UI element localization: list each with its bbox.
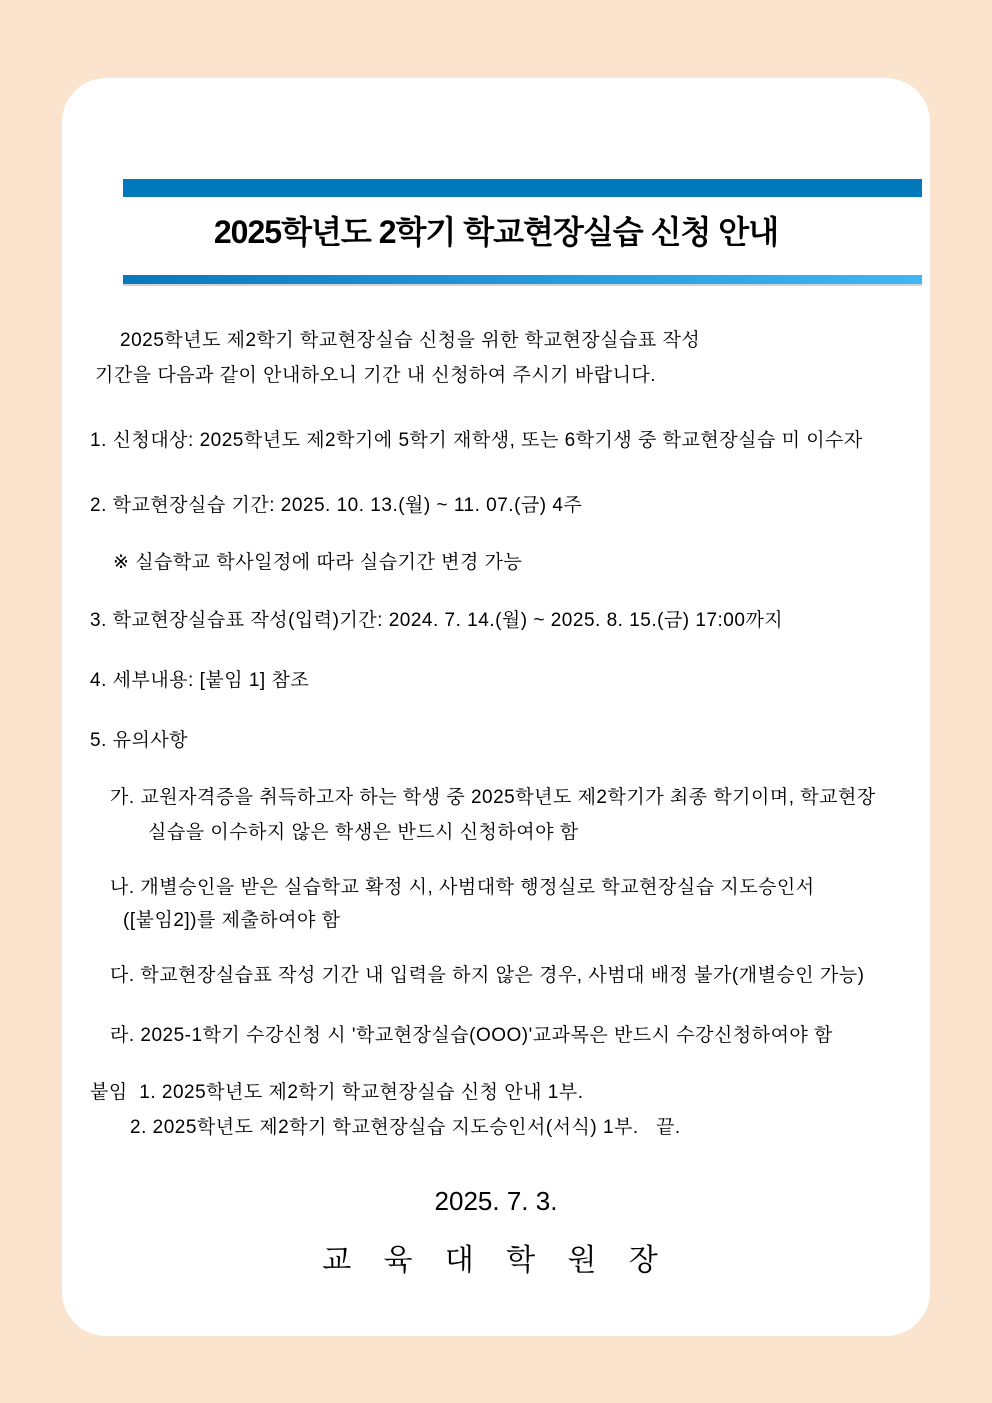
intro-line-1: 2025학년도 제2학기 학교현장실습 신청을 위한 학교현장실습표 작성 [120, 330, 701, 351]
list-item-1: 1. 신청대상: 2025학년도 제2학기에 5학기 재학생, 또는 6학기생 중 학교현장실습 미 이수자 [90, 430, 863, 451]
caution-da-line-1: 다. 학교현장실습표 작성 기간 내 입력을 하지 않은 경우, 사범대 배정 불가(개별승인 가능) [110, 965, 865, 986]
list-item-2: 2. 학교현장실습 기간: 2025. 10. 13.(월) ~ 11. 07.(금) 4주 [90, 495, 583, 516]
list-item-5: 5. 유의사항 [90, 730, 189, 751]
document-title: 2025학년도 2학기 학교현장실습 신청 안내 [213, 214, 779, 250]
list-item-2-note: ※ 실습학교 학사일정에 따라 실습기간 변경 가능 [113, 552, 523, 573]
header-rule-bottom [123, 275, 922, 284]
document-date: 2025. 7. 3. [434, 1186, 558, 1216]
caution-na-line-1: 나. 개별승인을 받은 실습학교 확정 시, 사범대학 행정실로 학교현장실습 지도승인서 [110, 877, 815, 898]
list-item-3: 3. 학교현장실습표 작성(입력)기간: 2024. 7. 14.(월) ~ 2025. 8. 15.(금) 17:00까지 [90, 610, 784, 631]
attachment-line-2: 2. 2025학년도 제2학기 학교현장실습 지도승인서(서식) 1부. 끝. [130, 1117, 681, 1138]
intro-line-2: 기간을 다음과 같이 안내하오니 기간 내 신청하여 주시기 바랍니다. [95, 365, 657, 386]
caution-ga-line-1: 가. 교원자격증을 취득하고자 하는 학생 중 2025학년도 제2학기가 최종 학기이며, 학교현장 [110, 787, 876, 808]
attachment-line-1: 붙임 1. 2025학년도 제2학기 학교현장실습 신청 안내 1부. [90, 1082, 584, 1103]
caution-ra-line-1: 라. 2025-1학기 수강신청 시 '학교현장실습(OOO)'교과목은 반드시 수강신청하여야 함 [110, 1025, 833, 1046]
document-card [62, 78, 930, 1336]
caution-na-line-2: ([붙임2])를 제출하여야 함 [123, 910, 341, 931]
signature-title: 교 육 대 학 원 장 [322, 1244, 670, 1277]
caution-ga-line-2: 실습을 이수하지 않은 학생은 반드시 신청하여야 함 [148, 822, 579, 843]
header-rule-top [123, 179, 922, 197]
list-item-4: 4. 세부내용: [붙임 1] 참조 [90, 670, 310, 691]
